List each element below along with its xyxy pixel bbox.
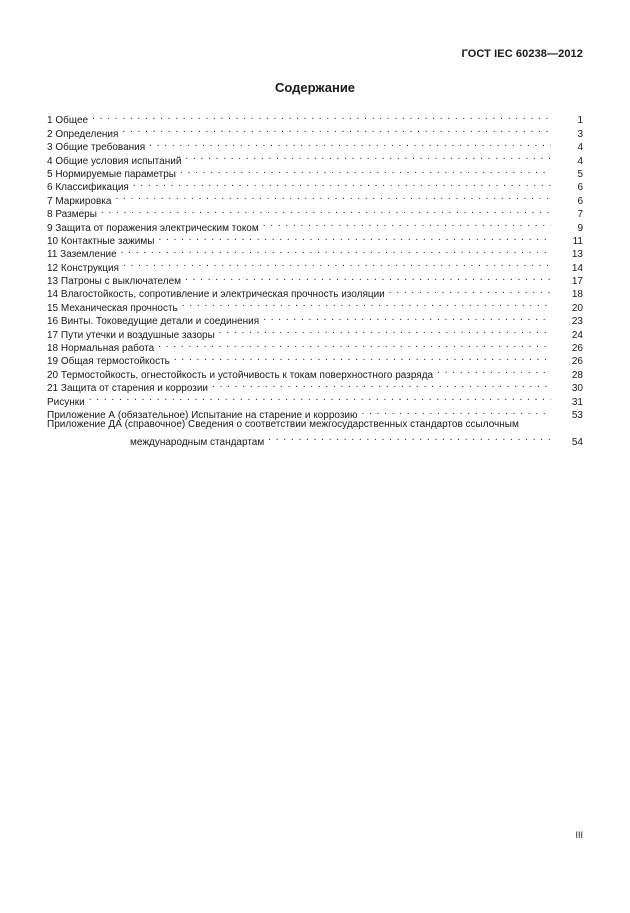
- toc-dot-leader: [158, 338, 551, 351]
- toc-entry-title: Рисунки: [47, 396, 85, 408]
- toc-dot-leader: [268, 431, 551, 444]
- toc-entry-title: 21 Защита от старения и коррозии: [47, 383, 209, 395]
- toc-entry[interactable]: [47, 204, 583, 221]
- toc-dot-leader: [263, 311, 551, 324]
- toc-entry-title: 19 Общая термостойкость: [47, 356, 170, 368]
- toc-entry[interactable]: [47, 257, 583, 274]
- toc-entry-page: 18: [571, 289, 583, 301]
- toc-entry-page: 11: [572, 235, 583, 247]
- toc-entry-page: 6: [577, 182, 583, 194]
- toc-dot-leader: [123, 257, 551, 270]
- toc-dot-leader: [149, 137, 551, 150]
- toc-dot-leader: [212, 378, 551, 391]
- toc-dot-leader: [437, 364, 551, 377]
- toc-entry-page: 17: [571, 276, 583, 288]
- toc-entry-title: 11 Заземление: [47, 249, 117, 261]
- toc-entry[interactable]: [47, 123, 583, 140]
- toc-entry-title: 20 Термостойкость, огнестойкость и устойчивость к токам поверхностного разряда: [47, 369, 434, 381]
- toc-dot-leader: [174, 351, 551, 364]
- toc-entry-page: 31: [571, 396, 583, 408]
- toc-entry-title: 13 Патроны с выключателем: [47, 276, 182, 288]
- toc-entry-title: 1 Общее: [47, 115, 89, 127]
- toc-entry-page: 23: [571, 316, 583, 328]
- toc-dot-leader: [182, 297, 551, 310]
- toc-dot-leader: [158, 231, 551, 244]
- toc-entry[interactable]: [47, 110, 583, 127]
- toc-entry-title: 5 Нормируемые параметры: [47, 168, 176, 180]
- toc-entry-page: 24: [571, 329, 583, 341]
- toc-entry-page: 1: [577, 115, 583, 127]
- toc-dot-leader: [115, 190, 551, 203]
- toc-dot-leader: [89, 391, 551, 404]
- toc-dot-leader: [389, 284, 551, 297]
- toc-entry-title: 9 Защита от поражения электрическим током: [47, 222, 259, 234]
- toc-entry-title: 14 Влагостойкость, сопротивление и электрическая прочность изоляции: [47, 289, 385, 301]
- toc-entry-page: 54: [571, 436, 583, 448]
- toc-dot-leader: [92, 110, 551, 123]
- toc-dot-leader: [185, 150, 551, 163]
- page-number: III: [575, 830, 583, 840]
- toc-entry-title-continued: международным стандартам: [130, 436, 265, 448]
- toc-entry-page: 9: [577, 222, 583, 234]
- toc-entry-title: Приложение ДА (справочное) Сведения о соответствии межгосударственных стандартов ссылочным: [47, 418, 519, 430]
- toc-entry-page: 26: [571, 343, 583, 355]
- toc-entry-title: 18 Нормальная работа: [47, 343, 155, 355]
- table-of-contents: [47, 110, 583, 448]
- toc-entry-title: 6 Классификация: [47, 182, 129, 194]
- toc-entry-title: 7 Маркировка: [47, 195, 112, 207]
- toc-entry[interactable]: [47, 190, 583, 207]
- toc-entry[interactable]: [47, 405, 583, 421]
- toc-entry-title: 15 Механическая прочность: [47, 302, 178, 314]
- document-standard-id: ГОСТ IEC 60238—2012: [461, 48, 583, 60]
- toc-entry-page: 53: [571, 409, 583, 421]
- toc-dot-leader: [101, 204, 551, 217]
- toc-entry[interactable]: [47, 391, 583, 408]
- toc-entry-page: 4: [577, 155, 583, 167]
- toc-entry-title: 2 Определения: [47, 128, 119, 140]
- toc-entry[interactable]: [47, 271, 583, 288]
- toc-entry[interactable]: [47, 137, 583, 154]
- toc-entry-title: 16 Винты. Токоведущие детали и соединения: [47, 316, 260, 328]
- toc-dot-leader: [133, 177, 551, 190]
- toc-entry-page: 5: [577, 168, 583, 180]
- toc-dot-leader: [219, 324, 551, 337]
- toc-dot-leader: [362, 405, 551, 418]
- toc-entry-title: 8 Размеры: [47, 209, 97, 221]
- toc-entry-page: 4: [577, 142, 583, 154]
- toc-entry-page: 3: [577, 128, 583, 140]
- toc-entry-title: 17 Пути утечки и воздушные зазоры: [47, 329, 215, 341]
- toc-title: Содержание: [274, 80, 356, 95]
- toc-entry-title: 12 Конструкция: [47, 262, 119, 274]
- toc-dot-leader: [180, 164, 551, 177]
- toc-entry-page: 26: [571, 356, 583, 368]
- toc-dot-leader: [185, 271, 551, 284]
- toc-entry-page: 6: [577, 195, 583, 207]
- toc-entry-page: 14: [571, 262, 583, 274]
- toc-entry-page: 13: [571, 249, 583, 261]
- toc-entry-page: 7: [577, 209, 583, 221]
- toc-entry-title: 4 Общие условия испытаний: [47, 155, 182, 167]
- toc-entry-title: Приложение А (обязательное) Испытание на старение и коррозию: [47, 409, 358, 421]
- toc-entry-page: 30: [571, 383, 583, 395]
- toc-dot-leader: [121, 244, 551, 257]
- toc-entry-title: 3 Общие требования: [47, 142, 146, 154]
- toc-entry[interactable]: [47, 217, 583, 234]
- toc-entry[interactable]: [47, 244, 583, 261]
- toc-dot-leader: [122, 123, 551, 136]
- toc-entry[interactable]: [47, 418, 583, 448]
- toc-entry-page: 28: [571, 369, 583, 381]
- toc-dot-leader: [263, 217, 551, 230]
- toc-entry-continuation: [47, 431, 583, 448]
- toc-entry-page: 20: [571, 302, 583, 314]
- toc-entry-title: 10 Контактные зажимы: [47, 235, 155, 247]
